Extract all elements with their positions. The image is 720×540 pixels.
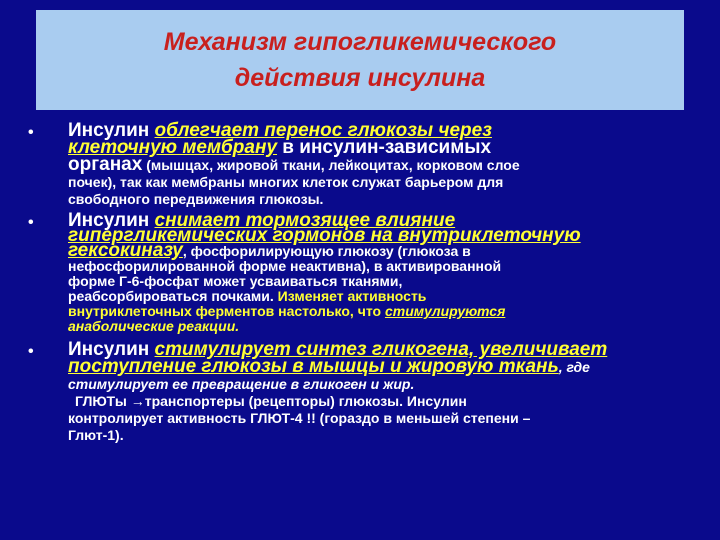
bullet-item-2	[22, 210, 702, 334]
body-text: почек), так как мембраны многих клеток служат барьером для	[68, 174, 504, 190]
bullet-dot-icon: •	[28, 124, 34, 141]
bullet-dot-icon: •	[28, 214, 34, 231]
yellow-text: Изменяет активность	[273, 288, 427, 304]
body-text: ГЛЮТы →транспортеры (рецепторы) глюкозы. Инсулин	[75, 393, 467, 409]
title-box	[36, 10, 684, 110]
insulin-word: Инсулин	[68, 210, 155, 231]
highlight-text: клеточную мембрану	[68, 137, 278, 158]
body-text: нефосфорилированной форме неактивна), в активированной	[68, 258, 502, 274]
body-text: контролирует активность ГЛЮТ-4 !! (гораздо в меньшей степени –	[68, 410, 531, 426]
highlight-text: гексокиназу	[68, 240, 183, 261]
insulin-word: Инсулин	[68, 339, 155, 360]
body-text: реабсорбироваться почками.	[68, 288, 274, 304]
bullet-item-3	[22, 341, 702, 393]
highlight-text: облегчает перенос глюкозы через	[154, 120, 492, 141]
body-text: в инсулин-зависимых	[277, 137, 492, 158]
body-text: стимулирует ее превращение в гликоген и жир.	[68, 376, 415, 392]
slide-content	[22, 122, 702, 444]
insulin-word: Инсулин	[68, 120, 150, 141]
body-text: Глют-1).	[68, 427, 124, 443]
yellow-italic-text: стимулируются	[384, 303, 506, 319]
highlight-text: гипергликемических гормонов на внутриклеточную	[68, 225, 581, 246]
glut-paragraph	[22, 393, 702, 444]
yellow-italic-text: анаболические реакции.	[68, 318, 240, 334]
bullet-dot-icon: •	[28, 343, 34, 360]
body-text: форме Г-6-фосфат может усваиваться тканями,	[68, 273, 403, 289]
highlight-text: стимулирует синтез гликогена, увеличивает	[154, 339, 608, 360]
body-text: , где	[558, 359, 590, 375]
slide-title-line-2: действия инсулина	[234, 64, 486, 92]
body-text: свободного передвижения глюкозы.	[68, 191, 324, 207]
body-text: органах	[68, 154, 143, 175]
highlight-text: поступление глюкозы в мышцы и жировую ткань	[68, 356, 559, 377]
yellow-text: внутриклеточных ферментов настолько, что	[68, 303, 385, 319]
body-text: (мышцах, жировой ткани, лейкоцитах, корковом слое	[142, 157, 520, 173]
slide-title-line-1: Механизм гипогликемического	[163, 28, 557, 56]
body-text: , фосфорилирующую глюкозу (глюкоза в	[182, 243, 471, 259]
highlight-text: снимает тормозящее влияние	[154, 210, 456, 231]
bullet-item-1	[22, 122, 702, 208]
